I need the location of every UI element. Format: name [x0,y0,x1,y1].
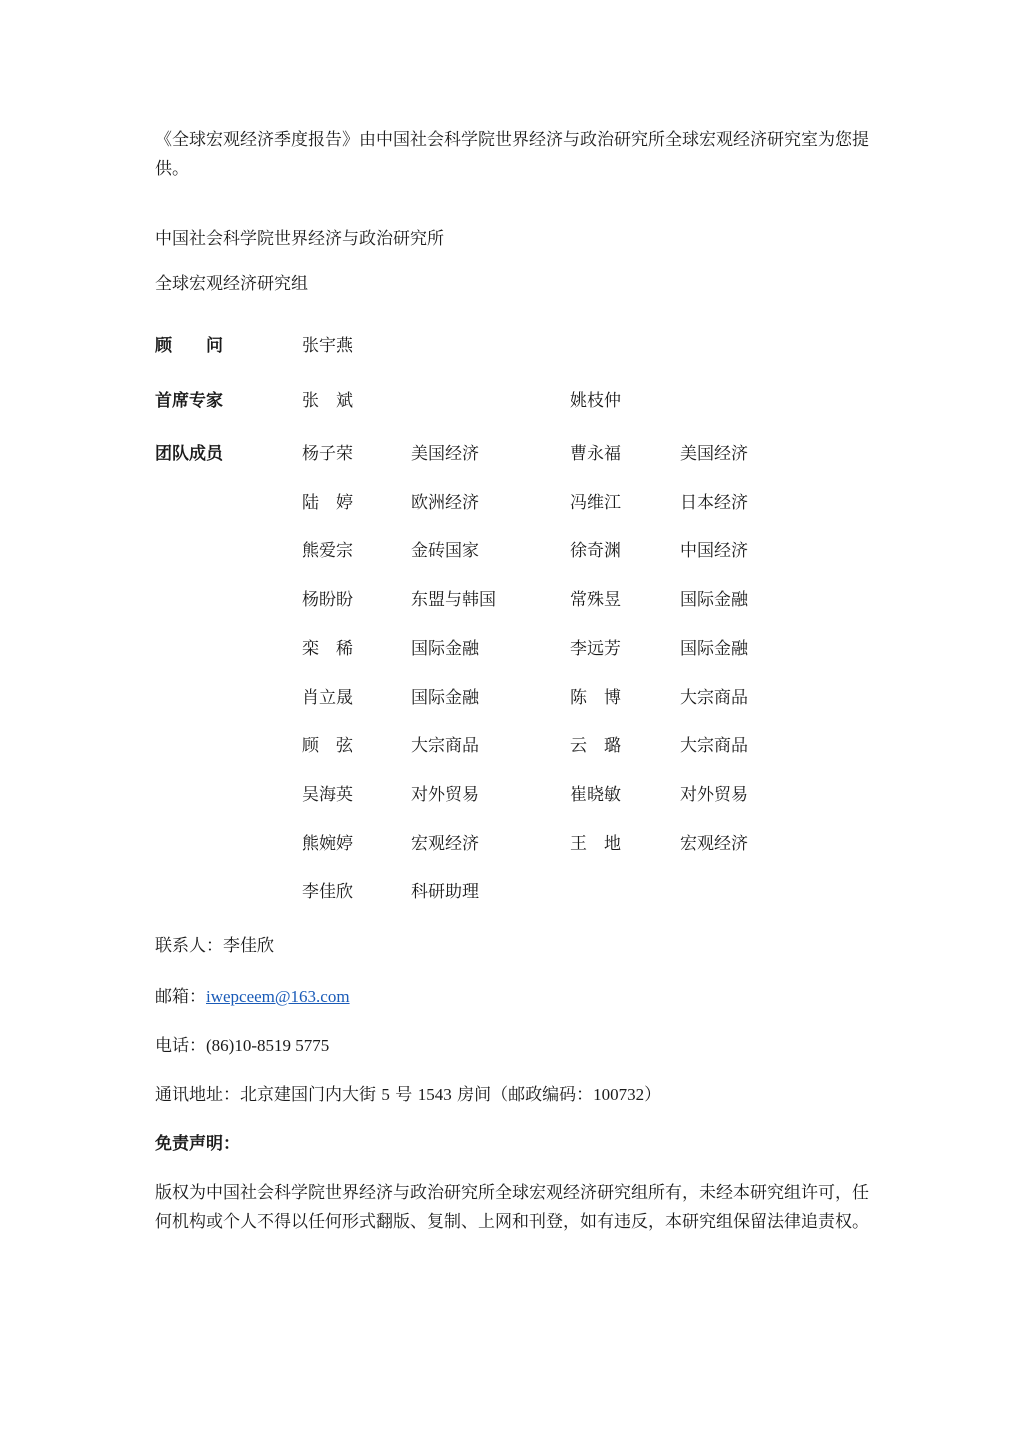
member-name: 崔晓敏 [570,785,621,805]
disclaimer-title: 免责声明： [155,1134,240,1154]
contact-person [155,935,274,957]
member-name: 王 地 [570,834,621,854]
address-zip: 100732 [593,1085,645,1104]
member-field: 大宗商品 [680,688,748,708]
chief-name-2: 姚枝仲 [570,391,621,411]
member-name: 徐奇渊 [570,541,621,561]
member-name: 常殊昱 [570,590,621,610]
address-part-3: 房间（邮政编码： [451,1085,594,1105]
member-name: 冯维江 [570,493,621,513]
contact-person-name: 李佳欣 [223,936,274,956]
member-field: 大宗商品 [680,736,748,756]
address-room: 1543 [417,1085,452,1104]
member-field: 国际金融 [411,688,479,708]
member-field: 宏观经济 [411,834,479,854]
contact-person-label: 联系人： [155,936,223,956]
address-part-2: 号 [389,1085,418,1105]
member-field: 东盟与韩国 [411,590,496,610]
member-field: 美国经济 [680,444,748,464]
member-name: 顾 弦 [302,736,353,756]
chief-label: 首席专家 [155,391,223,411]
member-field: 国际金融 [680,639,748,659]
member-name: 杨子荣 [302,444,353,464]
member-name: 李佳欣 [302,882,353,902]
member-field: 欧洲经济 [411,493,479,513]
contact-phone [155,1035,329,1057]
team-label: 团队成员 [155,444,223,464]
member-name: 陆 婷 [302,493,353,513]
member-field: 国际金融 [411,639,479,659]
member-name: 熊婉婷 [302,834,353,854]
member-field: 大宗商品 [411,736,479,756]
member-name: 陈 博 [570,688,621,708]
member-name: 云 璐 [570,736,621,756]
member-field: 对外贸易 [680,785,748,805]
address-part-1: 北京建国门内大街 [240,1085,382,1105]
intro-paragraph: 《全球宏观经济季度报告》由中国社会科学院世界经济与政治研究所全球宏观经济研究室为您提供。 [155,130,869,179]
member-field: 美国经济 [411,444,479,464]
address-label: 通讯地址： [155,1085,240,1105]
email-link[interactable]: iwepceem@163.com [206,987,350,1006]
member-name: 肖立晟 [302,688,353,708]
advisor-label: 顾 问 [155,336,223,356]
phone-number: (86)10-8519 5775 [206,1036,330,1055]
advisor-name: 张宇燕 [302,336,353,356]
group-name: 全球宏观经济研究组 [155,274,308,294]
member-name: 吴海英 [302,785,353,805]
member-field: 科研助理 [411,882,479,902]
member-name: 杨盼盼 [302,590,353,610]
member-field: 对外贸易 [411,785,479,805]
member-field: 金砖国家 [411,541,479,561]
address-part-4: ） [644,1085,662,1105]
phone-label: 电话： [155,1036,206,1056]
disclaimer-text: 版权为中国社会科学院世界经济与政治研究所全球宏观经济研究组所有，未经本研究组许可，任何机构或个人不得以任何形式翻版、复制、上网和刊登，如有违反，本研究组保留法律追责权。 [155,1183,869,1232]
address-number: 5 [381,1085,390,1104]
member-field: 中国经济 [680,541,748,561]
member-field: 宏观经济 [680,834,748,854]
contact-email [155,986,350,1008]
member-name: 栾 稀 [302,639,353,659]
email-label: 邮箱： [155,987,206,1007]
member-field: 日本经济 [680,493,748,513]
member-name: 曹永福 [570,444,621,464]
member-name: 李远芳 [570,639,621,659]
chief-name-1: 张 斌 [302,391,353,411]
member-field: 国际金融 [680,590,748,610]
member-name: 熊爱宗 [302,541,353,561]
institute-name: 中国社会科学院世界经济与政治研究所 [155,229,444,249]
contact-address [155,1084,661,1106]
